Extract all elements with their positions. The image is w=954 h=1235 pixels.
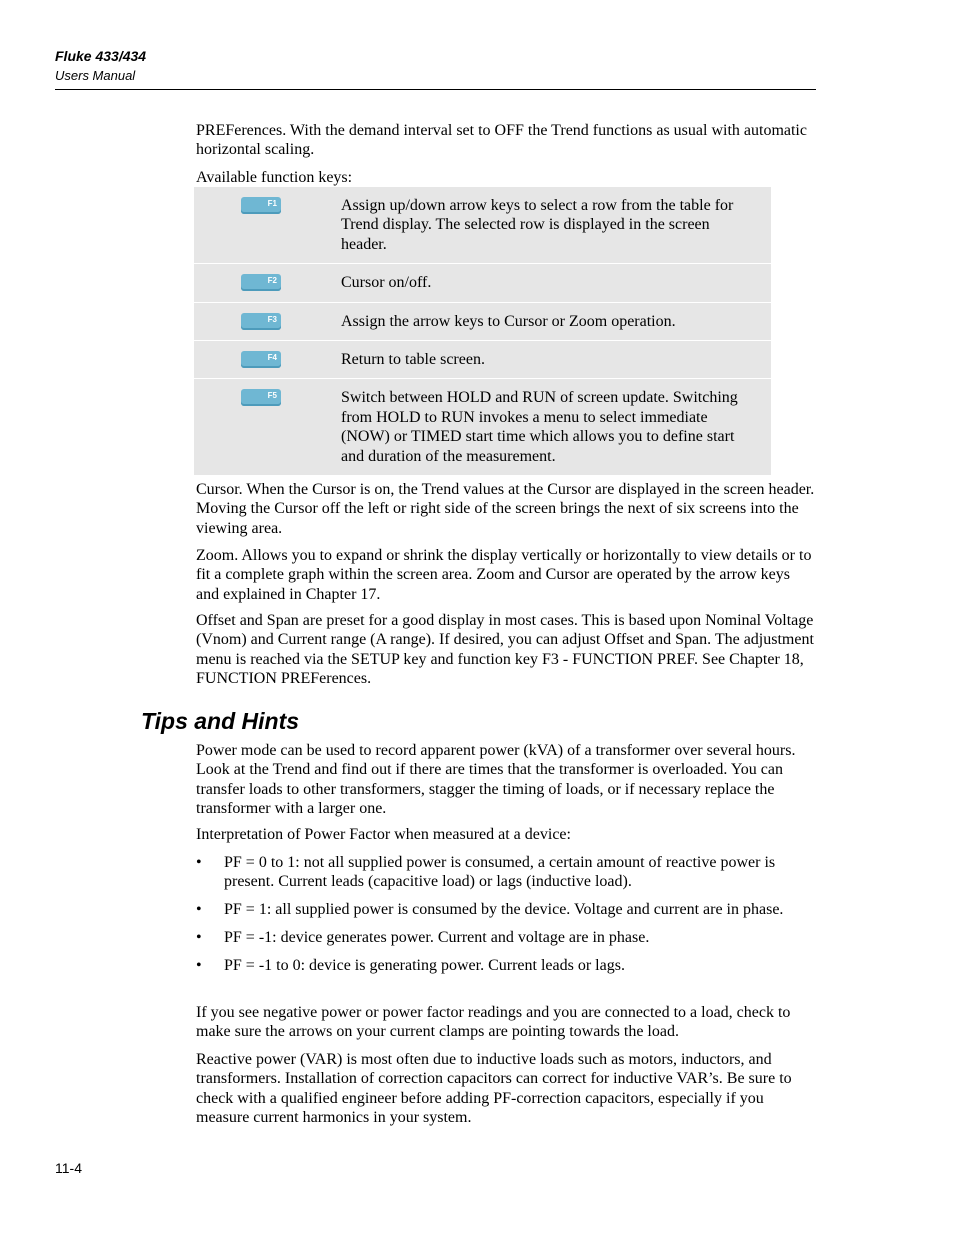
list-item-text: PF = 1: all supplied power is consumed by the device. Voltage and current are in phase. xyxy=(224,901,784,919)
reactive-power-paragraph: Reactive power (VAR) is most often due to inductive loads such as motors, inductors, and transformers. Installation of correction capacitors can correct for inductive VAR’s. Be sure to check with a qualified engineer before adding PF-correction capacitors, especially if you measure current harmonics in your system. xyxy=(196,1051,792,1127)
cursor-paragraph: Cursor. When the Cursor is on, the Trend values at the Cursor are displayed in the screen header. Moving the Cursor off the left or right side of the screen brings the next of six screens into the viewing area. xyxy=(196,481,815,537)
header-rule xyxy=(55,89,816,90)
table-row xyxy=(194,187,771,264)
list-item xyxy=(196,900,816,919)
power-factor-list xyxy=(196,853,816,984)
bullet-icon: • xyxy=(196,957,202,975)
function-keys-table xyxy=(194,187,771,476)
f2-key-icon: F2 xyxy=(241,274,281,291)
page-number: 11-4 xyxy=(55,1160,82,1176)
power-mode-paragraph: Power mode can be used to record apparent power (kVA) of a transformer over several hours. Look at the Trend and find out if there are times that the transformer is overloaded. You can transfer loads to other transformers, stagger the timing of loads, or if necessary replace the transformer with a larger one. xyxy=(196,742,796,818)
bullet-icon: • xyxy=(196,901,202,919)
list-item-text: PF = 0 to 1: not all supplied power is consumed, a certain amount of reactive power is present. Current leads (capacitive load) or lags (inductive load). xyxy=(224,854,776,891)
key-cell xyxy=(194,264,336,302)
list-item xyxy=(196,928,816,947)
table-row xyxy=(194,341,771,379)
table-row xyxy=(194,264,771,302)
manual-title: Fluke 433/434 xyxy=(55,48,147,64)
f4-key-icon: F4 xyxy=(241,351,281,368)
power-factor-intro: Interpretation of Power Factor when measured at a device: xyxy=(196,826,571,843)
key-cell xyxy=(194,302,336,340)
key-description: Switch between HOLD and RUN of screen update. Switching from HOLD to RUN invokes a menu to select immediate (NOW) or TIMED start time which allows you to define start and duration of the measurement. xyxy=(336,379,771,476)
zoom-paragraph: Zoom. Allows you to expand or shrink the display vertically or horizontally to view details or to fit a complete graph within the screen area. Zoom and Cursor are operated by the arrow keys and explained in Chapter 17. xyxy=(196,547,812,603)
list-item xyxy=(196,853,816,892)
key-description: Return to table screen. xyxy=(336,341,771,379)
key-description: Cursor on/off. xyxy=(336,264,771,302)
f5-key-icon: F5 xyxy=(241,389,281,406)
bullet-icon: • xyxy=(196,854,202,871)
section-heading: Tips and Hints xyxy=(141,708,300,734)
list-item-text: PF = -1 to 0: device is generating power. Current leads or lags. xyxy=(224,957,625,975)
list-item xyxy=(196,956,816,975)
key-cell xyxy=(194,379,336,476)
offset-span-paragraph: Offset and Span are preset for a good display in most cases. This is based upon Nominal Voltage (Vnom) and Current range (A range). If desired, you can adjust Offset and Span. The adjustment menu is reached via the SETUP key and function key F3 - FUNCTION PREF. See Chapter 18, FUNCTION PREFerences. xyxy=(196,612,814,688)
manual-subtitle: Users Manual xyxy=(55,68,136,83)
table-row xyxy=(194,379,771,476)
key-description: Assign the arrow keys to Cursor or Zoom operation. xyxy=(336,302,771,340)
function-keys-intro: Available function keys: xyxy=(196,169,353,186)
key-cell xyxy=(194,187,336,264)
f1-key-icon: F1 xyxy=(241,197,281,214)
intro-paragraph: PREFerences. With the demand interval set to OFF the Trend functions as usual with automatic horizontal scaling. xyxy=(196,122,807,159)
f3-key-icon: F3 xyxy=(241,313,281,330)
list-item-text: PF = -1: device generates power. Current and voltage are in phase. xyxy=(224,929,650,947)
key-cell xyxy=(194,341,336,379)
bullet-icon: • xyxy=(196,929,202,947)
negative-readings-paragraph: If you see negative power or power factor readings and you are connected to a load, check to make sure the arrows on your current clamps are pointing towards the load. xyxy=(196,1004,791,1041)
key-description: Assign up/down arrow keys to select a row from the table for Trend display. The selected row is displayed in the screen header. xyxy=(336,187,771,264)
table-row xyxy=(194,302,771,340)
